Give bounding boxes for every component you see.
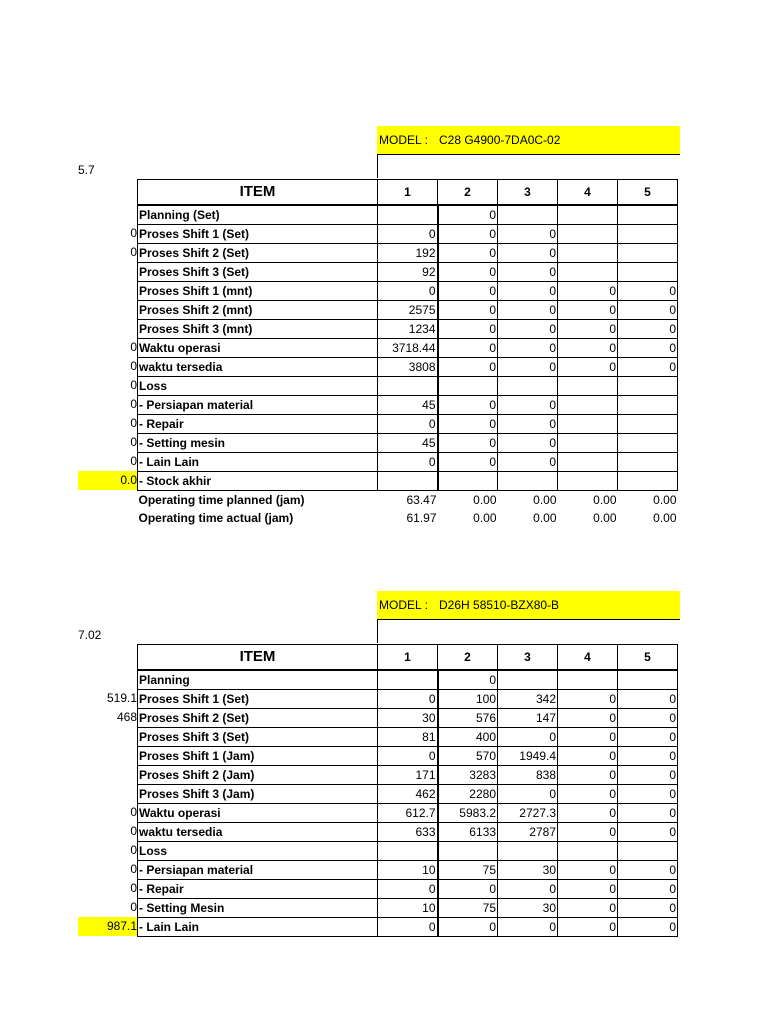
value-cell[interactable]: 0	[498, 727, 558, 746]
value-cell[interactable]: 0	[378, 917, 438, 936]
item-label[interactable]: - Lain Lain	[138, 452, 378, 471]
value-cell[interactable]	[558, 224, 618, 243]
left-value[interactable]: 468	[116, 710, 137, 724]
value-cell[interactable]: 1234	[378, 319, 438, 338]
value-cell[interactable]	[558, 841, 618, 860]
column-header[interactable]: 5	[618, 645, 678, 670]
value-cell[interactable]	[618, 471, 678, 490]
value-cell[interactable]: 0	[618, 860, 678, 879]
value-cell[interactable]: 0	[498, 243, 558, 262]
value-cell[interactable]: 0	[558, 860, 618, 879]
left-value[interactable]: 0	[130, 454, 137, 468]
value-cell[interactable]: 30	[498, 898, 558, 917]
table-row	[138, 898, 678, 917]
left-value[interactable]	[78, 784, 137, 803]
model-label: MODEL :	[379, 133, 428, 147]
value-cell[interactable]	[558, 433, 618, 452]
value-cell[interactable]	[618, 243, 678, 262]
value-cell[interactable]: 633	[378, 822, 438, 841]
model-value: C28 G4900-7DA0C-02	[439, 133, 561, 147]
value-cell[interactable]: 0	[438, 433, 498, 452]
value-cell[interactable]	[558, 670, 618, 690]
value-cell[interactable]: 2280	[438, 784, 498, 803]
value-cell[interactable]: 0	[498, 395, 558, 414]
value-cell[interactable]	[618, 670, 678, 690]
value-cell[interactable]: 1949.4	[498, 746, 558, 765]
value-cell[interactable]	[618, 841, 678, 860]
item-label[interactable]: Proses Shift 2 (Set)	[138, 708, 378, 727]
value-cell[interactable]: 0	[558, 784, 618, 803]
value-cell[interactable]	[498, 471, 558, 490]
value-cell[interactable]: 0	[618, 689, 678, 708]
item-label[interactable]: Proses Shift 2 (Set)	[138, 243, 378, 262]
value-cell[interactable]: 45	[378, 395, 438, 414]
value-cell[interactable]	[378, 670, 438, 690]
value-cell[interactable]: 0	[558, 689, 618, 708]
value-cell[interactable]: 570	[438, 746, 498, 765]
column-header[interactable]: 3	[498, 180, 558, 205]
summary-value[interactable]: 0.00	[593, 510, 617, 525]
value-cell[interactable]: 0	[498, 224, 558, 243]
value-cell[interactable]: 3718.44	[378, 338, 438, 357]
value-cell[interactable]: 0	[618, 898, 678, 917]
header-row	[138, 180, 678, 205]
table-row	[138, 822, 678, 841]
value-cell[interactable]	[558, 262, 618, 281]
value-cell[interactable]: 0	[498, 917, 558, 936]
value-cell[interactable]: 0	[558, 357, 618, 376]
table-row	[138, 727, 678, 746]
value-cell[interactable]	[438, 471, 498, 490]
value-cell[interactable]: 0	[498, 414, 558, 433]
column-header[interactable]: 1	[378, 645, 438, 670]
value-cell[interactable]	[498, 670, 558, 690]
value-cell[interactable]: 0	[438, 879, 498, 898]
value-cell[interactable]: 0	[378, 689, 438, 708]
summary-value[interactable]: 61.97	[406, 510, 437, 525]
value-cell[interactable]	[378, 376, 438, 395]
left-value[interactable]: 0.0	[78, 471, 137, 490]
value-cell[interactable]: 0	[438, 452, 498, 471]
item-label[interactable]: - Lain Lain	[138, 917, 378, 936]
table-row	[138, 414, 678, 433]
table-row	[138, 452, 678, 471]
value-cell[interactable]: 0	[498, 433, 558, 452]
item-label[interactable]: - Persiapan material	[138, 395, 378, 414]
value-cell[interactable]: 612.7	[378, 803, 438, 822]
item-label[interactable]: Waktu operasi	[138, 338, 378, 357]
value-cell[interactable]: 2787	[498, 822, 558, 841]
item-label[interactable]: - Setting mesin	[138, 433, 378, 452]
value-cell[interactable]: 10	[378, 898, 438, 917]
value-cell[interactable]: 0	[438, 224, 498, 243]
item-header[interactable]: ITEM	[138, 645, 378, 670]
value-cell[interactable]	[438, 841, 498, 860]
value-cell[interactable]	[498, 841, 558, 860]
value-cell[interactable]: 342	[498, 689, 558, 708]
left-value[interactable]	[78, 765, 137, 784]
table-row	[138, 803, 678, 822]
left-value[interactable]: 0	[130, 805, 137, 819]
item-label[interactable]: - Repair	[138, 879, 378, 898]
value-cell[interactable]: 45	[378, 433, 438, 452]
value-cell[interactable]: 0	[558, 879, 618, 898]
column-header[interactable]: 4	[558, 645, 618, 670]
table-row	[138, 300, 678, 319]
model-bar	[377, 126, 680, 154]
item-label[interactable]: Planning	[138, 670, 378, 690]
summary-value[interactable]: 0.00	[533, 510, 557, 525]
value-cell[interactable]: 0	[558, 319, 618, 338]
value-cell[interactable]: 0	[558, 898, 618, 917]
value-cell[interactable]: 92	[378, 262, 438, 281]
left-value[interactable]: 0	[130, 378, 137, 392]
item-label[interactable]: Proses Shift 3 (Jam)	[138, 784, 378, 803]
value-cell[interactable]: 6133	[438, 822, 498, 841]
value-cell[interactable]: 0	[558, 281, 618, 300]
value-cell[interactable]: 3808	[378, 357, 438, 376]
value-cell[interactable]: 0	[378, 452, 438, 471]
left-value[interactable]: 0	[130, 843, 137, 857]
value-cell[interactable]: 75	[438, 860, 498, 879]
summary-value[interactable]: 63.47	[406, 492, 437, 507]
value-cell[interactable]: 0	[558, 727, 618, 746]
value-cell[interactable]: 0	[618, 300, 678, 319]
table-row	[138, 841, 678, 860]
summary-value[interactable]: 0.00	[473, 492, 497, 507]
value-cell[interactable]: 0	[378, 746, 438, 765]
model-bar	[377, 591, 680, 619]
left-value[interactable]	[78, 262, 137, 281]
left-value[interactable]: 0	[130, 416, 137, 430]
item-label[interactable]: Proses Shift 1 (Jam)	[138, 746, 378, 765]
value-cell[interactable]: 0	[438, 670, 498, 690]
left-value[interactable]: 0	[130, 359, 137, 373]
left-value[interactable]	[78, 746, 137, 765]
value-cell[interactable]: 0	[558, 338, 618, 357]
value-cell[interactable]: 0	[618, 784, 678, 803]
item-label[interactable]: - Persiapan material	[138, 860, 378, 879]
value-cell[interactable]: 2727.3	[498, 803, 558, 822]
value-cell[interactable]	[558, 414, 618, 433]
item-label[interactable]: - Setting Mesin	[138, 898, 378, 917]
model-label: MODEL :	[379, 598, 428, 612]
value-cell[interactable]: 0	[438, 917, 498, 936]
value-cell[interactable]: 0	[378, 224, 438, 243]
value-cell[interactable]	[558, 395, 618, 414]
value-cell[interactable]: 0	[498, 262, 558, 281]
value-cell[interactable]: 462	[378, 784, 438, 803]
left-value[interactable]	[78, 281, 137, 300]
value-cell[interactable]: 0	[498, 357, 558, 376]
item-label[interactable]: Loss	[138, 376, 378, 395]
value-cell[interactable]: 0	[618, 917, 678, 936]
value-cell[interactable]: 0	[558, 803, 618, 822]
item-label[interactable]: - Stock akhir	[138, 471, 378, 490]
left-value[interactable]: 0	[130, 226, 137, 240]
item-label[interactable]: Proses Shift 3 (Set)	[138, 727, 378, 746]
value-cell[interactable]: 0	[438, 300, 498, 319]
value-cell[interactable]	[618, 433, 678, 452]
value-cell[interactable]: 0	[618, 727, 678, 746]
table-row	[138, 784, 678, 803]
value-cell[interactable]: 400	[438, 727, 498, 746]
table-row	[138, 224, 678, 243]
header-row	[138, 645, 678, 670]
value-cell[interactable]	[378, 471, 438, 490]
value-cell[interactable]: 0	[378, 879, 438, 898]
value-cell[interactable]: 0	[498, 300, 558, 319]
table-row	[138, 746, 678, 765]
left-value[interactable]: 0	[130, 245, 137, 259]
value-cell[interactable]: 10	[378, 860, 438, 879]
value-cell[interactable]: 0	[618, 803, 678, 822]
value-cell[interactable]: 192	[378, 243, 438, 262]
value-cell[interactable]	[618, 205, 678, 225]
item-label[interactable]: Proses Shift 1 (mnt)	[138, 281, 378, 300]
value-cell[interactable]: 30	[498, 860, 558, 879]
value-cell[interactable]: 0	[498, 281, 558, 300]
value-cell[interactable]: 2575	[378, 300, 438, 319]
value-cell[interactable]	[498, 205, 558, 225]
summary-value[interactable]: 0.00	[533, 492, 557, 507]
value-cell[interactable]: 0	[438, 414, 498, 433]
value-cell[interactable]: 0	[438, 243, 498, 262]
value-cell[interactable]: 3283	[438, 765, 498, 784]
value-cell[interactable]: 0	[498, 879, 558, 898]
column-header[interactable]: 2	[438, 180, 498, 205]
table-row	[138, 243, 678, 262]
factor-value: 5.7	[78, 163, 95, 177]
value-cell[interactable]	[378, 841, 438, 860]
table-row	[138, 376, 678, 395]
column-header[interactable]: 5	[618, 180, 678, 205]
value-cell[interactable]: 0	[438, 357, 498, 376]
value-cell[interactable]: 0	[438, 262, 498, 281]
left-value[interactable]: 0	[130, 397, 137, 411]
table-row	[138, 670, 678, 690]
left-value[interactable]	[78, 669, 137, 689]
value-cell[interactable]: 0	[618, 338, 678, 357]
column-header[interactable]: 2	[438, 645, 498, 670]
summary-value[interactable]: 0.00	[593, 492, 617, 507]
column-header[interactable]: 3	[498, 645, 558, 670]
value-cell[interactable]: 0	[498, 452, 558, 471]
item-table	[137, 644, 678, 937]
value-cell[interactable]: 0	[558, 746, 618, 765]
summary-value[interactable]: 0.00	[653, 492, 677, 507]
value-cell[interactable]	[618, 452, 678, 471]
value-cell[interactable]: 0	[378, 414, 438, 433]
factor-value: 7.02	[78, 628, 102, 642]
summary-label[interactable]: Operating time planned (jam)	[138, 492, 305, 507]
item-label[interactable]: waktu tersedia	[138, 357, 378, 376]
table-row	[138, 395, 678, 414]
left-value[interactable]: 519.1	[106, 691, 137, 705]
value-cell[interactable]: 0	[498, 338, 558, 357]
model-empty-cell[interactable]	[377, 154, 680, 178]
value-cell[interactable]	[378, 205, 438, 225]
model-empty-cell[interactable]	[377, 619, 680, 643]
item-label[interactable]: Proses Shift 1 (Set)	[138, 689, 378, 708]
value-cell[interactable]: 0	[558, 708, 618, 727]
value-cell[interactable]: 0	[618, 319, 678, 338]
item-label[interactable]: Proses Shift 1 (Set)	[138, 224, 378, 243]
value-cell[interactable]: 0	[618, 281, 678, 300]
value-cell[interactable]	[618, 224, 678, 243]
left-value[interactable]: 987.1	[78, 917, 137, 936]
value-cell[interactable]	[558, 243, 618, 262]
value-cell[interactable]	[558, 205, 618, 225]
value-cell[interactable]: 0	[618, 708, 678, 727]
value-cell[interactable]	[438, 376, 498, 395]
item-table	[137, 179, 678, 527]
item-label[interactable]: Planning (Set)	[138, 205, 378, 225]
left-value[interactable]: 0	[130, 435, 137, 449]
left-value[interactable]	[78, 300, 137, 319]
value-cell[interactable]: 838	[498, 765, 558, 784]
item-header[interactable]: ITEM	[138, 180, 378, 205]
left-value[interactable]: 0	[130, 824, 137, 838]
item-label[interactable]: Proses Shift 2 (mnt)	[138, 300, 378, 319]
value-cell[interactable]	[558, 376, 618, 395]
left-value[interactable]: 0	[130, 881, 137, 895]
value-cell[interactable]: 0	[438, 319, 498, 338]
table-row	[138, 689, 678, 708]
item-label[interactable]: Loss	[138, 841, 378, 860]
item-label[interactable]: Proses Shift 3 (mnt)	[138, 319, 378, 338]
value-cell[interactable]: 0	[618, 822, 678, 841]
table-row	[138, 319, 678, 338]
value-cell[interactable]	[618, 262, 678, 281]
item-label[interactable]: Waktu operasi	[138, 803, 378, 822]
table-row	[138, 205, 678, 225]
value-cell[interactable]	[558, 471, 618, 490]
value-cell[interactable]: 0	[618, 357, 678, 376]
value-cell[interactable]	[558, 452, 618, 471]
value-cell[interactable]: 0	[438, 395, 498, 414]
value-cell[interactable]: 0	[558, 917, 618, 936]
value-cell[interactable]: 0	[438, 281, 498, 300]
value-cell[interactable]: 30	[378, 708, 438, 727]
left-value[interactable]	[78, 319, 137, 338]
table-row	[138, 281, 678, 300]
table-row	[138, 471, 678, 490]
left-value[interactable]: 0	[130, 900, 137, 914]
item-label[interactable]: - Repair	[138, 414, 378, 433]
value-cell[interactable]	[498, 376, 558, 395]
value-cell[interactable]	[618, 376, 678, 395]
value-cell[interactable]: 576	[438, 708, 498, 727]
table-row	[138, 262, 678, 281]
table-row	[138, 860, 678, 879]
value-cell[interactable]: 0	[618, 765, 678, 784]
column-header[interactable]: 4	[558, 180, 618, 205]
value-cell[interactable]: 5983.2	[438, 803, 498, 822]
left-value[interactable]	[78, 204, 137, 224]
left-value[interactable]	[78, 727, 137, 746]
item-label[interactable]: waktu tersedia	[138, 822, 378, 841]
value-cell[interactable]: 0	[558, 300, 618, 319]
value-cell[interactable]: 0	[558, 765, 618, 784]
table-row	[138, 879, 678, 898]
value-cell[interactable]	[618, 395, 678, 414]
summary-row	[138, 490, 678, 509]
summary-row	[138, 509, 678, 528]
summary-value[interactable]: 0.00	[473, 510, 497, 525]
value-cell[interactable]: 0	[438, 205, 498, 225]
table-row	[138, 338, 678, 357]
table-row	[138, 708, 678, 727]
left-value[interactable]: 0	[130, 862, 137, 876]
model-value: D26H 58510-BZX80-B	[439, 598, 560, 612]
left-value[interactable]: 0	[130, 340, 137, 354]
value-cell[interactable]: 81	[378, 727, 438, 746]
item-label[interactable]: Proses Shift 2 (Jam)	[138, 765, 378, 784]
column-header[interactable]: 1	[378, 180, 438, 205]
value-cell[interactable]: 171	[378, 765, 438, 784]
table-row	[138, 917, 678, 936]
summary-label[interactable]: Operating time actual (jam)	[138, 510, 294, 525]
table-row	[138, 433, 678, 452]
value-cell[interactable]: 147	[498, 708, 558, 727]
value-cell[interactable]: 0	[438, 338, 498, 357]
value-cell[interactable]: 0	[498, 319, 558, 338]
value-cell[interactable]: 0	[618, 879, 678, 898]
value-cell[interactable]: 0	[498, 784, 558, 803]
value-cell[interactable]: 0	[558, 822, 618, 841]
table-row	[138, 357, 678, 376]
value-cell[interactable]	[618, 414, 678, 433]
value-cell[interactable]: 100	[438, 689, 498, 708]
item-label[interactable]: Proses Shift 3 (Set)	[138, 262, 378, 281]
value-cell[interactable]: 0	[378, 281, 438, 300]
table-row	[138, 765, 678, 784]
summary-value[interactable]: 0.00	[653, 510, 677, 525]
value-cell[interactable]: 75	[438, 898, 498, 917]
value-cell[interactable]: 0	[618, 746, 678, 765]
